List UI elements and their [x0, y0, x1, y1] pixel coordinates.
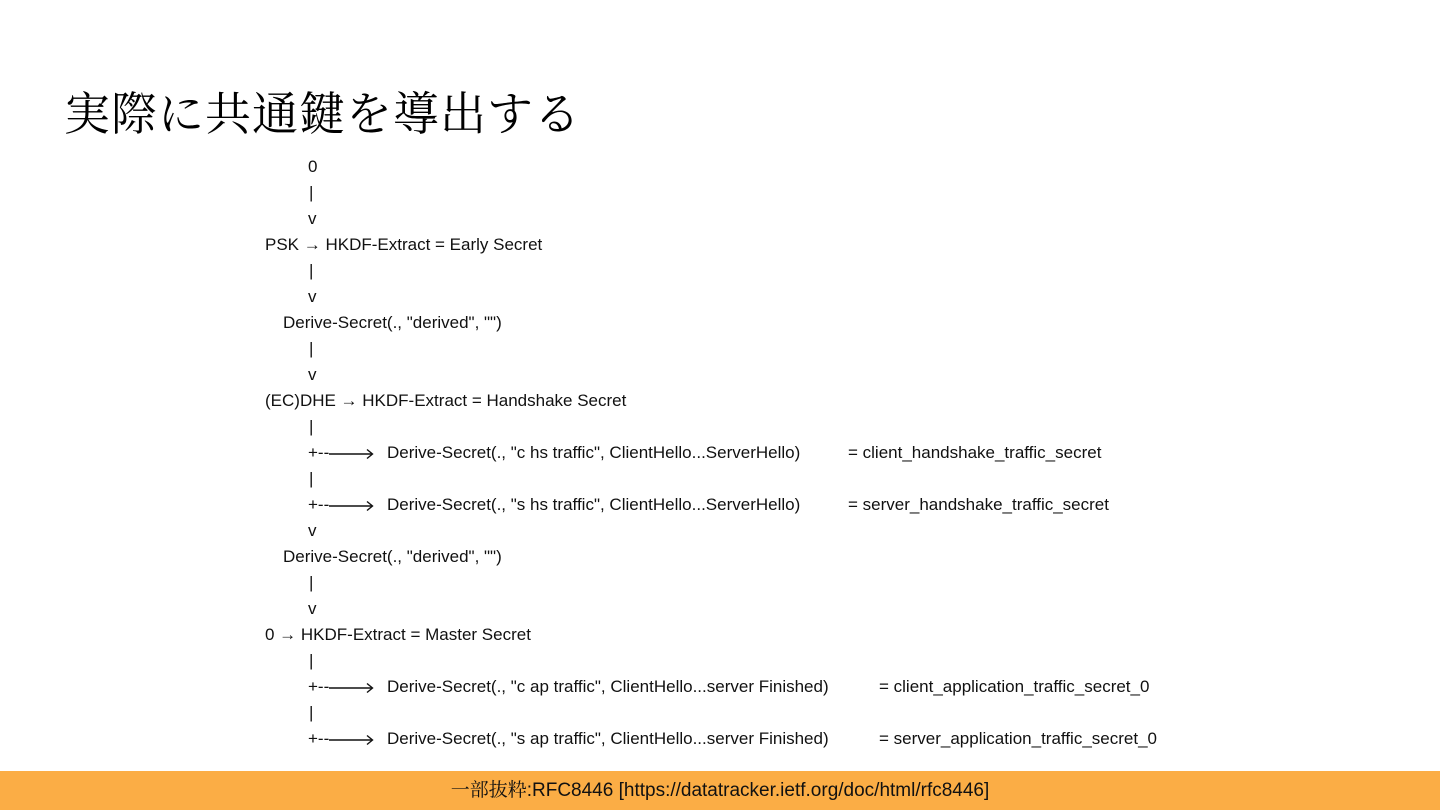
branch-prefix: +--	[308, 729, 330, 748]
master-secret-line: 0 → HKDF-Extract = Master Secret	[265, 625, 531, 644]
long-arrow-icon	[329, 682, 375, 694]
long-arrow-icon	[329, 734, 375, 746]
down-arrow: v	[308, 287, 317, 306]
derive-c-ap-traffic: Derive-Secret(., "c ap traffic", ClientHello...server Finished)	[387, 677, 829, 696]
pipe-connector: |	[309, 261, 314, 280]
down-arrow: v	[308, 365, 317, 384]
pipe-connector: |	[309, 573, 314, 592]
pipe-connector: |	[309, 703, 314, 722]
early-secret-line: PSK → HKDF-Extract = Early Secret	[265, 235, 543, 254]
server-application-traffic-secret: = server_application_traffic_secret_0	[879, 729, 1157, 748]
branch-connector	[308, 674, 375, 700]
long-arrow-icon	[329, 500, 375, 512]
branch-connector	[308, 726, 375, 752]
branch-connector	[308, 440, 375, 466]
source-footer	[0, 771, 1440, 810]
down-arrow: v	[308, 521, 317, 540]
handshake-secret-line: (EC)DHE → HKDF-Extract = Handshake Secret	[265, 391, 627, 410]
pipe-connector: |	[309, 417, 314, 436]
branch-prefix: +--	[308, 677, 330, 696]
pipe-connector: |	[309, 339, 314, 358]
branch-prefix: +--	[308, 495, 330, 514]
long-arrow-icon	[329, 448, 375, 460]
derive-secret-derived-2: Derive-Secret(., "derived", "")	[283, 547, 502, 566]
down-arrow: v	[308, 599, 317, 618]
derive-c-hs-traffic: Derive-Secret(., "c hs traffic", ClientHello...ServerHello)	[387, 443, 801, 462]
slide-title: 実際に共通鍵を導出する	[64, 87, 581, 141]
client-handshake-traffic-secret: = client_handshake_traffic_secret	[848, 443, 1102, 462]
down-arrow: v	[308, 209, 317, 228]
zero-input: 0	[308, 157, 318, 176]
server-handshake-traffic-secret: = server_handshake_traffic_secret	[848, 495, 1109, 514]
derive-s-hs-traffic: Derive-Secret(., "s hs traffic", ClientHello...ServerHello)	[387, 495, 801, 514]
client-application-traffic-secret: = client_application_traffic_secret_0	[879, 677, 1150, 696]
source-citation: 一部抜粋:RFC8446 [https://datatracker.ietf.org/doc/html/rfc8446]	[450, 780, 990, 801]
derive-s-ap-traffic: Derive-Secret(., "s ap traffic", ClientHello...server Finished)	[387, 729, 829, 748]
pipe-connector: |	[309, 651, 314, 670]
pipe-connector: |	[309, 469, 314, 488]
branch-connector	[308, 492, 375, 518]
branch-prefix: +--	[308, 443, 330, 462]
derive-secret-derived-1: Derive-Secret(., "derived", "")	[283, 313, 502, 332]
pipe-connector: |	[309, 183, 314, 202]
